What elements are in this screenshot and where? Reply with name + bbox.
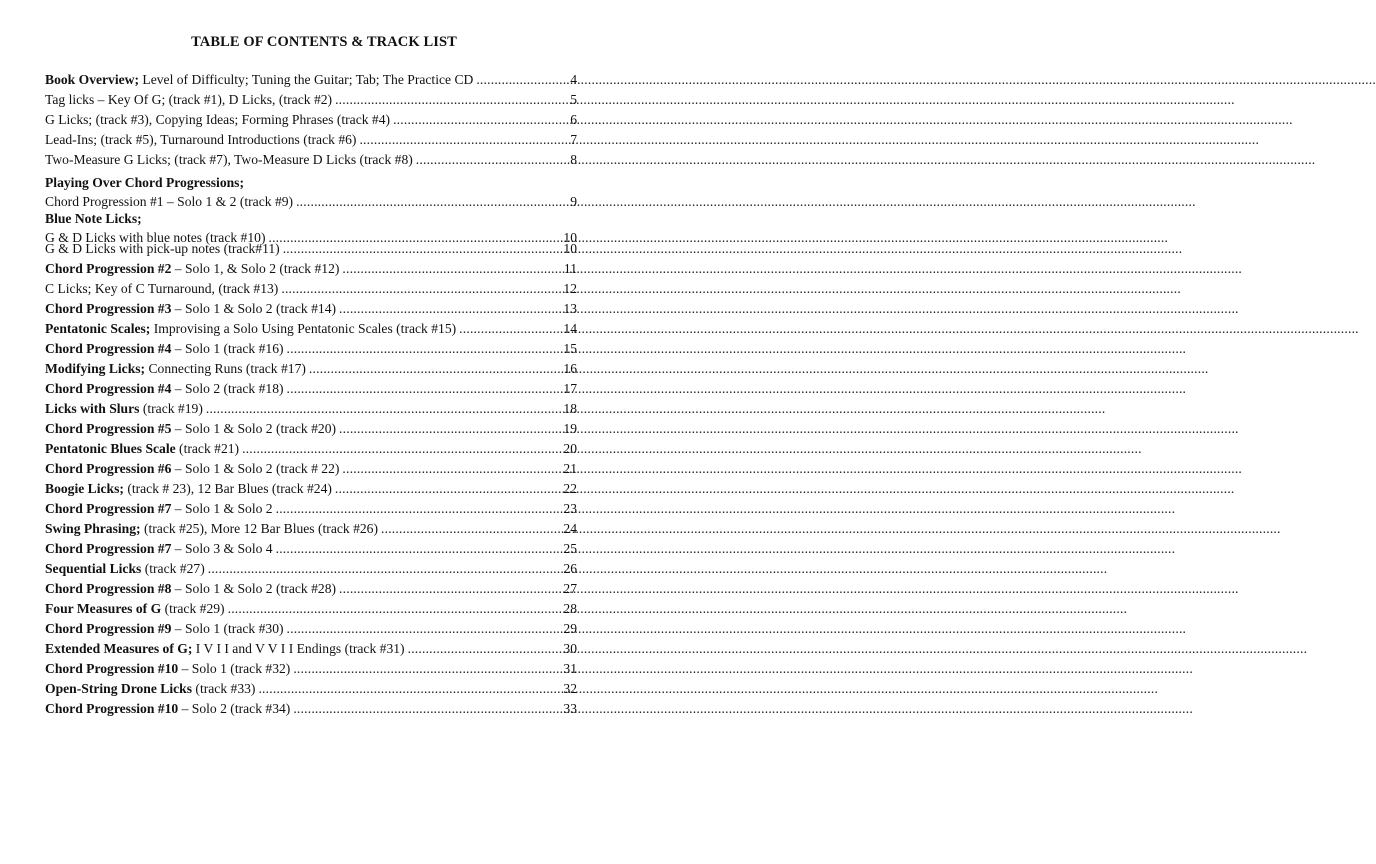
toc-entry	[45, 499, 577, 518]
toc-entry-text: Two-Measure G Licks; (track #7), Two-Measure D Licks (track #8)	[45, 152, 413, 167]
toc-row	[45, 319, 577, 338]
toc-entry-label	[45, 279, 278, 298]
toc-page-number: 12	[563, 281, 577, 296]
toc-page-number: 9	[570, 194, 577, 209]
dot-leader	[276, 499, 563, 518]
toc-row	[45, 619, 577, 638]
toc-entry-text: Improvising a Solo Using Pentatonic Scales (track #15)	[150, 321, 457, 336]
dot-leader	[335, 90, 569, 109]
toc-entry-text: C Licks; Key of C Turnaround, (track #13)	[45, 281, 279, 296]
toc-entry-label	[45, 239, 280, 258]
toc-entry-text: – Solo 1 & Solo 2 (track #20)	[171, 421, 337, 436]
toc-row	[45, 130, 577, 149]
toc-page-number: 25	[563, 541, 577, 556]
toc-entry-label	[45, 639, 405, 658]
toc-entry	[45, 319, 577, 338]
toc-entry-label	[45, 439, 239, 458]
toc-page-number: 4	[570, 72, 577, 87]
toc-entry-text: Chord Progression #1 – Solo 1 & 2 (track #9)	[45, 194, 294, 209]
toc-entry-label	[45, 679, 255, 698]
toc-section-heading: Blue Note Licks;	[45, 211, 142, 226]
toc-row	[45, 539, 577, 558]
toc-entry	[45, 259, 577, 278]
toc-page-number: 16	[563, 361, 577, 376]
toc-row	[45, 639, 577, 658]
toc-row	[45, 339, 577, 358]
toc-entry-bold-title: Chord Progression #6	[45, 461, 172, 476]
toc-row	[45, 699, 577, 718]
toc-entry-text: G & D Licks with blue notes (track #10)	[45, 230, 266, 245]
toc-entry-text: (track #27)	[141, 561, 205, 576]
toc-row	[45, 419, 577, 438]
page-title: TABLE OF CONTENTS & TRACK LIST	[191, 34, 457, 50]
toc-entry-label	[45, 519, 378, 538]
toc-entry	[45, 359, 577, 378]
toc-entry-bold-title: Chord Progression #3	[45, 301, 172, 316]
dot-leader	[359, 130, 569, 149]
toc-entry	[45, 150, 577, 169]
toc-entry-bold-title: Chord Progression #4	[45, 341, 172, 356]
dot-leader	[416, 150, 569, 169]
toc-entry-bold-title: Extended Measures of G;	[45, 641, 193, 656]
toc-entry-bold-title: Open-String Drone Licks	[45, 681, 193, 696]
toc-entry-bold-title: Sequential Licks	[45, 561, 142, 576]
toc-row	[45, 599, 577, 618]
toc-page-number: 13	[563, 301, 577, 316]
toc-entry	[45, 439, 577, 458]
toc-entry-text: Lead-Ins; (track #5), Turnaround Introductions (track #6)	[45, 132, 357, 147]
toc-page-number: 6	[570, 112, 577, 127]
dot-leader	[276, 539, 563, 558]
toc-page-number: 28	[563, 601, 577, 616]
toc-entry-bold-title: Boogie Licks;	[45, 481, 124, 496]
toc-entry-bold-title: Pentatonic Scales;	[45, 321, 151, 336]
toc-entry-label	[45, 90, 332, 109]
toc-entry	[45, 659, 577, 678]
toc-entry-bold-title: Four Measures of G	[45, 601, 162, 616]
dot-leader	[339, 579, 562, 598]
toc-entry-text: – Solo 1 & Solo 2 (track # 22)	[171, 461, 340, 476]
toc-entry-text: Level of Difficulty; Tuning the Guitar; Tab; The Practice CD	[139, 72, 474, 87]
dot-leader	[309, 359, 562, 378]
dot-leader	[258, 679, 562, 698]
dot-leader	[342, 459, 562, 478]
toc-entry-text: – Solo 2 (track #18)	[171, 381, 284, 396]
dot-leader	[228, 599, 563, 618]
toc-entry-bold-title: Chord Progression #8	[45, 581, 172, 596]
toc-entry-bold-title: Pentatonic Blues Scale	[45, 441, 176, 456]
toc-entry-bold-title: Modifying Licks;	[45, 361, 146, 376]
toc-page-number: 30	[563, 641, 577, 656]
toc-entry	[45, 399, 577, 418]
toc-entry-label	[45, 339, 284, 358]
toc-row	[45, 90, 577, 109]
toc-entry-text: (track #33)	[192, 681, 256, 696]
toc-entry	[45, 519, 577, 538]
dot-leader	[342, 259, 562, 278]
toc-entry-bold-title: Book Overview;	[45, 72, 140, 87]
toc-entry-text: – Solo 1 & Solo 2	[171, 501, 273, 516]
toc-entry-text: – Solo 1 & Solo 2 (track #14)	[171, 301, 337, 316]
toc-page-number: 20	[563, 441, 577, 456]
toc-row	[45, 70, 577, 89]
toc-entry-text: – Solo 1 (track #16)	[171, 341, 284, 356]
toc-entry-text: – Solo 1 & Solo 2 (track #28)	[171, 581, 337, 596]
toc-page-number: 19	[563, 421, 577, 436]
dot-leader	[208, 559, 563, 578]
toc-entry-label	[45, 130, 356, 149]
toc-page-number: 31	[563, 661, 577, 676]
toc-page-number: 5	[570, 92, 577, 107]
toc-entry	[45, 279, 577, 298]
dot-leader	[335, 479, 562, 498]
toc-row	[45, 379, 577, 398]
toc-page-number: 26	[563, 561, 577, 576]
toc-page-number: 18	[563, 401, 577, 416]
toc-entry	[45, 459, 577, 478]
toc-entry-text: (track #19)	[139, 401, 203, 416]
dot-leader	[287, 619, 563, 638]
toc-row	[45, 559, 577, 578]
toc-row	[45, 279, 577, 298]
toc-entry-text: Connecting Runs (track #17)	[145, 361, 306, 376]
dot-leader	[287, 379, 563, 398]
dot-leader	[381, 519, 562, 538]
toc-row	[45, 239, 577, 258]
toc-entry-text: (track #21)	[175, 441, 240, 456]
toc-page-number: 33	[563, 701, 577, 716]
dot-leader	[339, 419, 562, 438]
toc-entry-bold-title: Chord Progression #10	[45, 661, 179, 676]
toc-row	[45, 359, 577, 378]
dot-leader	[339, 299, 562, 318]
toc-entry-text: – Solo 1 (track #30)	[171, 621, 284, 636]
toc-entry	[45, 559, 577, 578]
toc-entry	[45, 110, 577, 129]
dot-leader	[459, 319, 562, 338]
toc-entry-label	[45, 150, 413, 169]
toc-row	[45, 579, 577, 598]
toc-entry	[45, 479, 577, 498]
toc-page-number: 10	[563, 230, 577, 245]
toc-entry-label	[45, 259, 339, 278]
toc-entry	[45, 379, 577, 398]
dot-leader	[408, 639, 563, 658]
toc-entry	[45, 70, 577, 89]
toc-entry	[45, 639, 577, 658]
toc-entry-label	[45, 699, 290, 718]
toc-row	[45, 439, 577, 458]
toc-entry	[45, 699, 577, 718]
toc-entry	[45, 239, 577, 258]
toc-entry-label	[45, 479, 332, 498]
toc-entry-text: I V I I and V V I I Endings (track #31)	[192, 641, 405, 656]
toc-entry-label	[45, 419, 336, 438]
toc-entry	[45, 419, 577, 438]
dot-leader	[293, 659, 562, 678]
toc-entry	[45, 130, 577, 149]
toc-entry-text: (track # 23), 12 Bar Blues (track #24)	[123, 481, 332, 496]
toc-entry-label	[45, 499, 273, 518]
dot-leader	[393, 110, 569, 129]
toc-entry-label	[45, 319, 456, 338]
dot-leader	[293, 699, 562, 718]
toc-entry-label	[45, 110, 390, 129]
toc-page-number: 15	[563, 341, 577, 356]
toc-page-number: 29	[563, 621, 577, 636]
toc-entry	[45, 579, 577, 598]
toc-entry	[45, 90, 577, 109]
toc-page-number: 32	[563, 681, 577, 696]
toc-entry-label	[45, 399, 203, 418]
toc-entry-text: – Solo 1, & Solo 2 (track #12)	[171, 261, 340, 276]
toc-section-heading: Playing Over Chord Progressions;	[45, 175, 245, 190]
toc-row	[45, 519, 577, 538]
toc-entry	[45, 173, 577, 211]
toc-entry-bold-title: Chord Progression #7	[45, 501, 172, 516]
toc-entry-label	[45, 539, 273, 558]
toc-row	[45, 259, 577, 278]
toc-entry-label	[45, 559, 205, 578]
toc-page-number: 24	[563, 521, 577, 536]
toc-page-number: 27	[563, 581, 577, 596]
toc-entry-label	[45, 459, 339, 478]
dot-leader	[476, 70, 569, 89]
toc-page-number: 11	[563, 261, 577, 276]
toc-entry-text: – Solo 1 (track #32)	[178, 661, 291, 676]
toc-entry	[45, 299, 577, 318]
toc-row	[45, 679, 577, 698]
toc-entry-bold-title: Chord Progression #9	[45, 621, 172, 636]
toc-page-number: 21	[563, 461, 577, 476]
dot-leader	[206, 399, 563, 418]
toc-row	[45, 299, 577, 318]
toc-row	[45, 479, 577, 498]
toc-entry-bold-title: Licks with Slurs	[45, 401, 140, 416]
toc-entry-text: G & D Licks with pick-up notes (track#11)	[45, 241, 280, 256]
toc-entry-label	[45, 299, 336, 318]
toc-entry-text: G Licks; (track #3), Copying Ideas; Forming Phrases (track #4)	[45, 112, 391, 127]
toc-entry-label	[45, 359, 306, 378]
toc-page-number: 23	[563, 501, 577, 516]
toc-entry	[45, 679, 577, 698]
toc-entry	[45, 599, 577, 618]
toc-entry	[45, 619, 577, 638]
toc-entry-label	[45, 579, 336, 598]
toc-entry-bold-title: Swing Phrasing;	[45, 521, 141, 536]
toc-entry-label	[45, 599, 225, 618]
toc-entry-label	[45, 659, 290, 678]
toc-entry-bold-title: Chord Progression #7	[45, 541, 172, 556]
toc-row	[45, 659, 577, 678]
dot-leader	[281, 279, 562, 298]
toc-page-number: 14	[563, 321, 577, 336]
toc-entry-bold-title: Chord Progression #10	[45, 701, 179, 716]
toc-entry-bold-title: Chord Progression #5	[45, 421, 172, 436]
toc-page-number: 7	[570, 132, 577, 147]
toc-page-number: 17	[563, 381, 577, 396]
toc-entry-label	[45, 619, 284, 638]
dot-leader	[242, 439, 562, 458]
dot-leader	[283, 239, 563, 258]
toc-entry-label	[45, 379, 284, 398]
toc-entry	[45, 539, 577, 558]
toc-page-number: 8	[570, 152, 577, 167]
toc-row	[45, 499, 577, 518]
toc-entry-bold-title: Chord Progression #2	[45, 261, 172, 276]
toc-row	[45, 399, 577, 418]
dot-leader	[287, 339, 563, 358]
toc-entry-text: Tag licks – Key Of G; (track #1), D Licks, (track #2)	[45, 92, 333, 107]
toc-entry-text: – Solo 2 (track #34)	[178, 701, 291, 716]
toc-entry	[45, 339, 577, 358]
toc-entry-text: (track #29)	[161, 601, 225, 616]
toc-page-number: 22	[563, 481, 577, 496]
toc-entry-label	[45, 70, 473, 89]
toc-page-number: 10	[563, 241, 577, 256]
toc-row	[45, 459, 577, 478]
toc-row	[45, 150, 577, 169]
toc-entry-bold-title: Chord Progression #4	[45, 381, 172, 396]
toc-entry-text: (track #25), More 12 Bar Blues (track #26)	[140, 521, 379, 536]
toc-entry-text: – Solo 3 & Solo 4	[171, 541, 273, 556]
toc-row	[45, 110, 577, 129]
